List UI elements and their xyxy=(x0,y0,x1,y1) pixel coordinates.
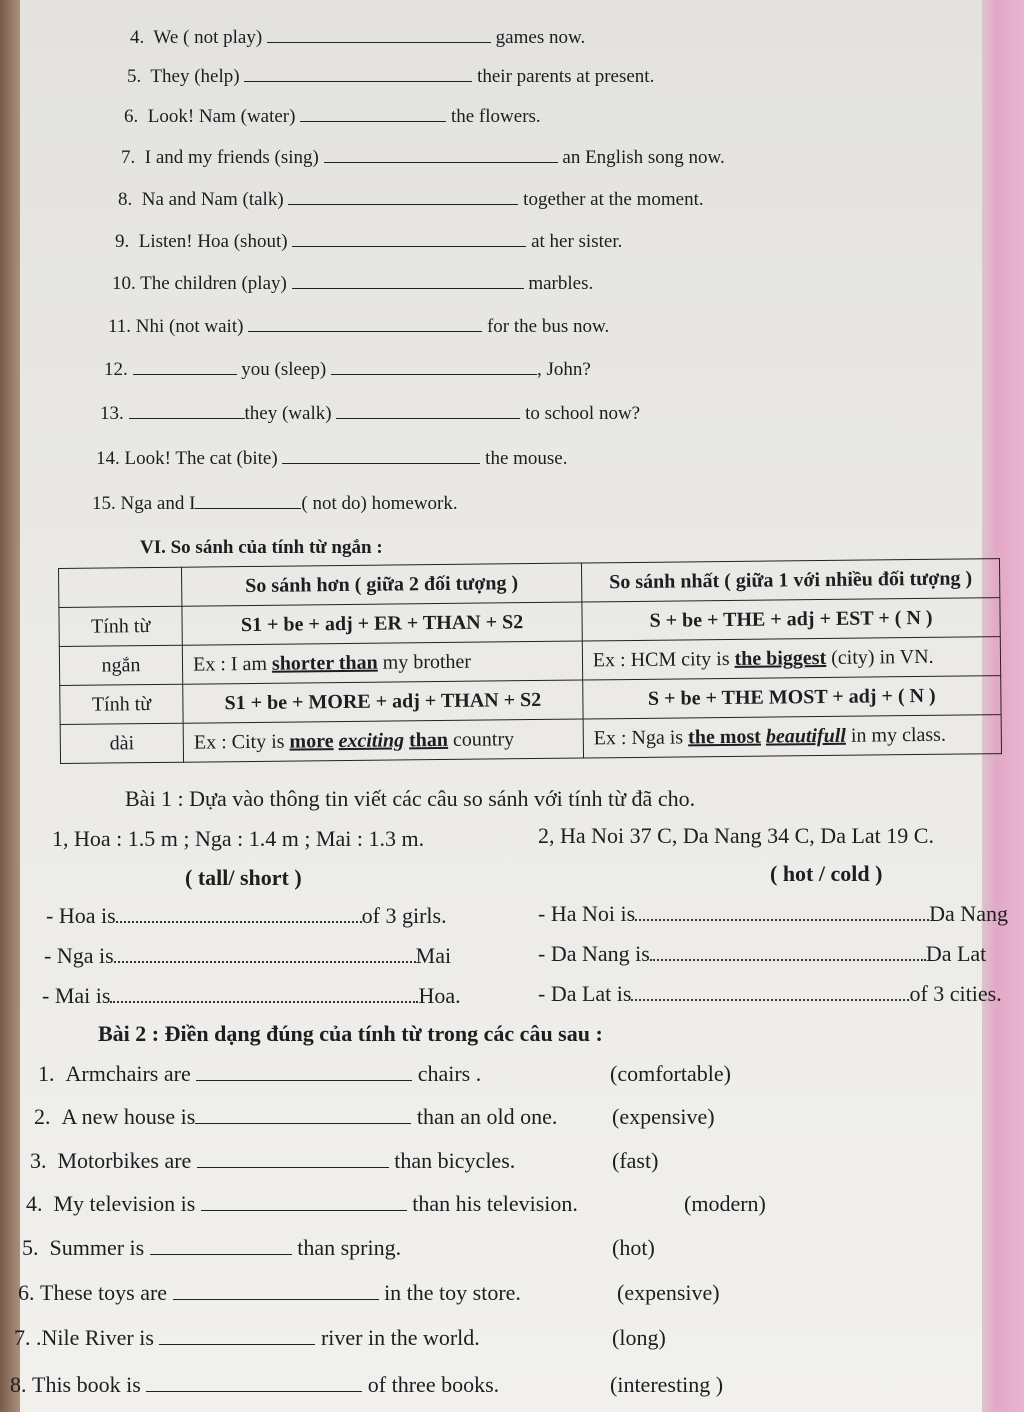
answer-blank[interactable] xyxy=(324,144,558,163)
comparison-table xyxy=(58,558,1002,764)
answer-blank[interactable] xyxy=(248,313,482,332)
exercise-2-hint: (comfortable) xyxy=(610,1061,731,1086)
long-adj-label: Tính từ xyxy=(60,684,183,724)
answer-dots[interactable] xyxy=(631,983,909,1001)
exercise-item: 5. They (help) their parents at present. xyxy=(127,63,654,88)
answer-dots[interactable] xyxy=(114,945,416,963)
exercise-1-line: - Da Nang is Da Lat xyxy=(538,941,987,966)
long-adj-label-2: dài xyxy=(60,723,183,763)
answer-blank[interactable] xyxy=(196,1062,412,1081)
exercise-2-hint: (expensive) xyxy=(617,1280,720,1305)
answer-blank[interactable] xyxy=(267,24,491,43)
answer-blank[interactable] xyxy=(244,63,472,82)
answer-dots[interactable] xyxy=(110,985,418,1003)
short-superlative-formula: S + be + THE + adj + EST + ( N ) xyxy=(582,598,1001,641)
exercise-2-item: 2. A new house is than an old one. xyxy=(34,1104,558,1129)
exercise-item: 11. Nhi (not wait) for the bus now. xyxy=(108,313,609,338)
exercise-1-line: - Hoa is of 3 girls. xyxy=(46,903,447,928)
answer-blank[interactable] xyxy=(129,400,245,419)
exercise-1-hint-hot-cold: ( hot / cold ) xyxy=(770,861,883,886)
answer-blank[interactable] xyxy=(201,1192,407,1211)
exercise-2-hint: (long) xyxy=(612,1325,666,1350)
answer-blank[interactable] xyxy=(150,1236,292,1255)
answer-blank[interactable] xyxy=(336,400,520,419)
answer-dots[interactable] xyxy=(650,943,926,961)
exercise-item: 13. they (walk) to school now? xyxy=(100,400,640,425)
answer-blank[interactable] xyxy=(173,1281,379,1300)
answer-blank[interactable] xyxy=(292,270,524,289)
short-comparative-example: Ex : I am shorter than my brother xyxy=(182,641,582,684)
answer-blank[interactable] xyxy=(195,490,301,509)
exercise-item: 6. Look! Nam (water) the flowers. xyxy=(124,103,541,128)
answer-dots[interactable] xyxy=(116,905,362,923)
exercise-item: 12. you (sleep) , John? xyxy=(104,356,591,381)
short-superlative-example: Ex : HCM city is the biggest (city) in VN. xyxy=(582,637,1001,680)
answer-blank[interactable] xyxy=(331,356,537,375)
exercise-1-line: - Mai is Hoa. xyxy=(42,983,461,1008)
answer-blank[interactable] xyxy=(133,356,237,375)
answer-blank[interactable] xyxy=(146,1373,362,1392)
answer-blank[interactable] xyxy=(282,445,480,464)
exercise-2-item: 5. Summer is than spring. xyxy=(22,1235,402,1260)
answer-blank[interactable] xyxy=(197,1149,389,1168)
exercise-1-line: - Nga is Mai xyxy=(44,943,452,968)
exercise-1-info-temperatures: 2, Ha Noi 37 C, Da Nang 34 C, Da Lat 19 C. xyxy=(538,823,934,848)
exercise-2-item: 1. Armchairs are chairs . xyxy=(38,1061,482,1086)
superlative-header: So sánh nhất ( giữa 1 với nhiều đối tượng ) xyxy=(581,559,1000,602)
long-superlative-formula: S + be + THE MOST + adj + ( N ) xyxy=(583,676,1002,719)
exercise-2-title: Bài 2 : Điền dạng đúng của tính từ trong các câu sau : xyxy=(98,1021,603,1046)
answer-dots[interactable] xyxy=(635,903,929,921)
answer-blank[interactable] xyxy=(195,1105,411,1124)
exercise-item: 7. I and my friends (sing) an English song now. xyxy=(121,144,725,169)
short-adj-label-2: ngắn xyxy=(59,645,182,685)
exercise-item: 9. Listen! Hoa (shout) at her sister. xyxy=(115,228,622,253)
long-superlative-example: Ex : Nga is the most beautifull in my class. xyxy=(583,715,1002,758)
exercise-2-item: 3. Motorbikes are than bicycles. xyxy=(30,1148,516,1173)
short-comparative-formula: S1 + be + adj + ER + THAN + S2 xyxy=(182,602,582,645)
exercise-2-hint: (fast) xyxy=(612,1148,659,1173)
comparative-header: So sánh hơn ( giữa 2 đối tượng ) xyxy=(182,563,582,606)
answer-blank[interactable] xyxy=(292,228,526,247)
exercise-1-line: - Ha Noi is Da Nang xyxy=(538,901,1008,926)
long-comparative-formula: S1 + be + MORE + adj + THAN + S2 xyxy=(183,680,583,723)
long-comparative-example: Ex : City is more exciting than country xyxy=(183,719,583,762)
exercise-2-hint: (hot) xyxy=(612,1235,655,1260)
exercise-2-item: 4. My television is than his television. xyxy=(26,1191,578,1216)
exercise-1-title: Bài 1 : Dựa vào thông tin viết các câu so sánh với tính từ đã cho. xyxy=(125,786,696,811)
exercise-1-line: - Da Lat is of 3 cities. xyxy=(538,981,1002,1006)
exercise-2-hint: (modern) xyxy=(684,1191,766,1216)
answer-blank[interactable] xyxy=(159,1326,315,1345)
exercise-2-item: 6. These toys are in the toy store. xyxy=(18,1280,521,1305)
answer-blank[interactable] xyxy=(300,103,446,122)
exercise-item: 10. The children (play) marbles. xyxy=(112,270,593,295)
exercise-item: 8. Na and Nam (talk) together at the moment. xyxy=(118,186,704,211)
short-adj-label: Tính từ xyxy=(59,606,182,646)
exercise-2-item: 7. .Nile River is river in the world. xyxy=(14,1325,480,1350)
exercise-2-hint: (interesting ) xyxy=(610,1372,724,1397)
exercise-1-hint-tall-short: ( tall/ short ) xyxy=(185,865,302,890)
exercise-item: 4. We ( not play) games now. xyxy=(130,24,585,49)
answer-blank[interactable] xyxy=(288,186,518,205)
exercise-item: 14. Look! The cat (bite) the mouse. xyxy=(96,445,568,470)
exercise-2-item: 8. This book is of three books. xyxy=(10,1372,500,1397)
exercise-2-hint: (expensive) xyxy=(612,1104,715,1129)
table-corner-cell xyxy=(59,567,182,607)
exercise-item: 15. Nga and I ( not do) homework. xyxy=(92,490,458,515)
exercise-1-info-heights: 1, Hoa : 1.5 m ; Nga : 1.4 m ; Mai : 1.3 m. xyxy=(52,826,425,851)
section-title: VI. So sánh của tính từ ngắn : xyxy=(140,537,383,558)
